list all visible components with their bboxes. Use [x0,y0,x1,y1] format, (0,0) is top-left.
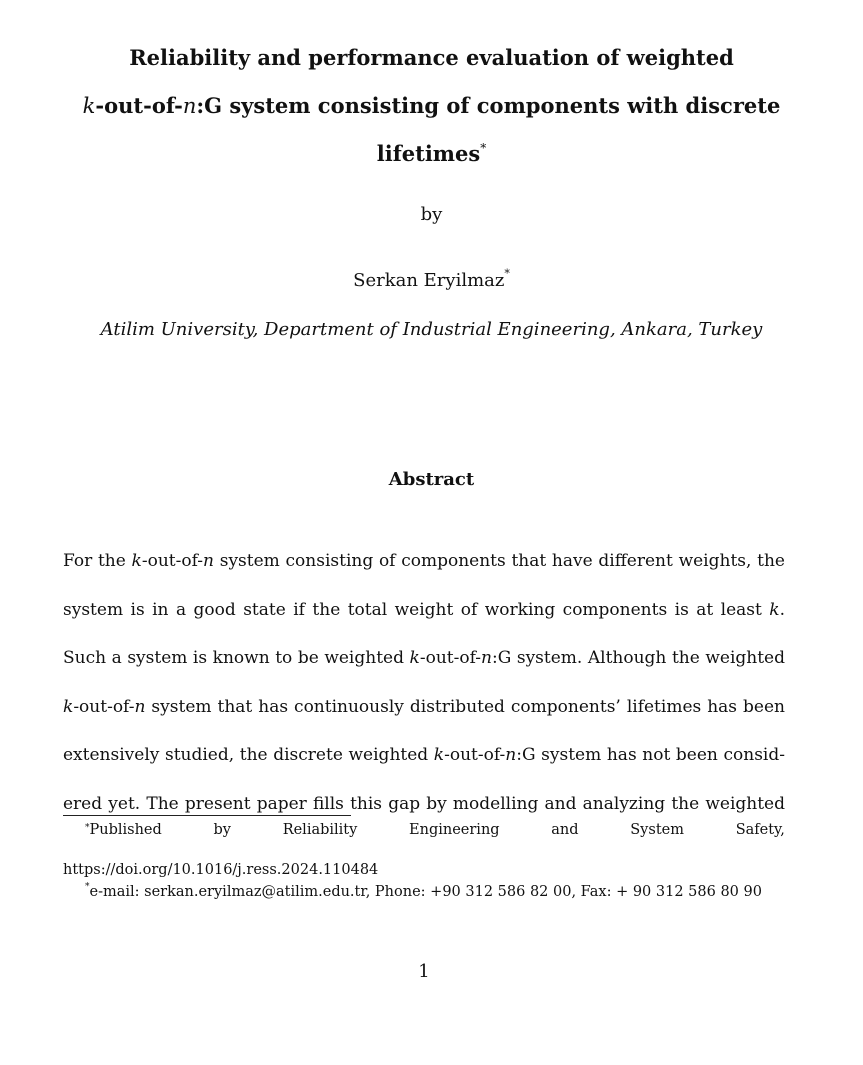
abstract-line [63,537,785,586]
abstract-heading: Abstract [388,469,475,490]
page-number: 1 [418,961,430,982]
text-run: For the [63,551,132,571]
text-run: -out-of- [141,551,204,571]
abstract-line [63,731,785,780]
math-n: n [481,648,492,668]
footnote-word-text: Published [89,822,162,838]
author-footnote-mark: * [504,267,510,280]
math-n: n [182,94,197,118]
footnote-mark: * [85,882,90,892]
math-n: n [505,745,517,765]
text-run: system that has continuously distributed components’ lifetimes has been [145,696,785,717]
title-text: :G system consisting of components with discrete [196,93,781,118]
affiliation: Atilim University, Department of Industrial Engineering, Ankara, Turkey [100,319,763,340]
math-k: k [433,745,445,765]
math-k: k [82,94,96,118]
text-run: :G system. Although the weighted [491,648,785,668]
text-run: -out-of- [444,745,506,765]
text-run: ered yet. The present paper fills this gap by modelling and analyzing the weighted [63,793,785,814]
title-text: lifetimes [376,141,481,166]
math-k: k [131,551,142,571]
doi-link[interactable]: https://doi.org/10.1016/j.ress.2024.110484 [63,862,379,878]
math-k: k [769,599,780,620]
math-n: n [203,551,214,571]
text-run: :G system has not been consid- [516,745,785,765]
footnote-line [63,818,785,842]
text-run: -out-of- [73,696,135,717]
title-text: -out-of- [95,93,183,118]
abstract-line [63,634,785,683]
text-run: -out-of- [419,648,482,668]
paper-title [60,34,803,178]
footnote-word: Reliability [282,822,358,838]
footnote-word: Engineering [409,822,500,838]
text-run: system consisting of components that have different weights, the [213,551,785,571]
math-k: k [409,648,420,668]
footnote-word: by [213,822,231,838]
text-run: extensively studied, the discrete weighted [63,745,434,765]
abstract-line [63,683,785,732]
text-run: Such a system is known to be weighted [63,648,410,668]
contact-text: e-mail: serkan.eryilmaz@atilim.edu.tr, Phone: +90 312 586 82 00, Fax: + 90 312 586 80 90 [89,884,762,900]
footnote-word: System [630,822,684,838]
author-name: Serkan Eryilmaz [353,270,505,291]
math-n: n [134,696,146,717]
footnote-word: Safety, [735,822,785,838]
footnote-rule [63,815,351,816]
abstract-body [63,537,785,828]
text-run: system is in a good state if the total weight of working components is at least [63,599,770,620]
text-run: . [779,599,785,620]
author [0,267,863,291]
math-k: k [63,696,74,717]
footnote-word: and [551,822,579,838]
title-line-3 [60,130,803,178]
footnote-contact [85,884,762,900]
title-line-1: Reliability and performance evaluation of weighted [129,45,734,70]
title-line-2 [60,82,803,130]
footnote-word [85,818,162,842]
footnote-mark: * [85,823,90,833]
by-label: by [420,204,443,225]
abstract-line [63,586,785,635]
title-footnote-mark: * [480,141,487,155]
footnote-published [63,818,785,883]
